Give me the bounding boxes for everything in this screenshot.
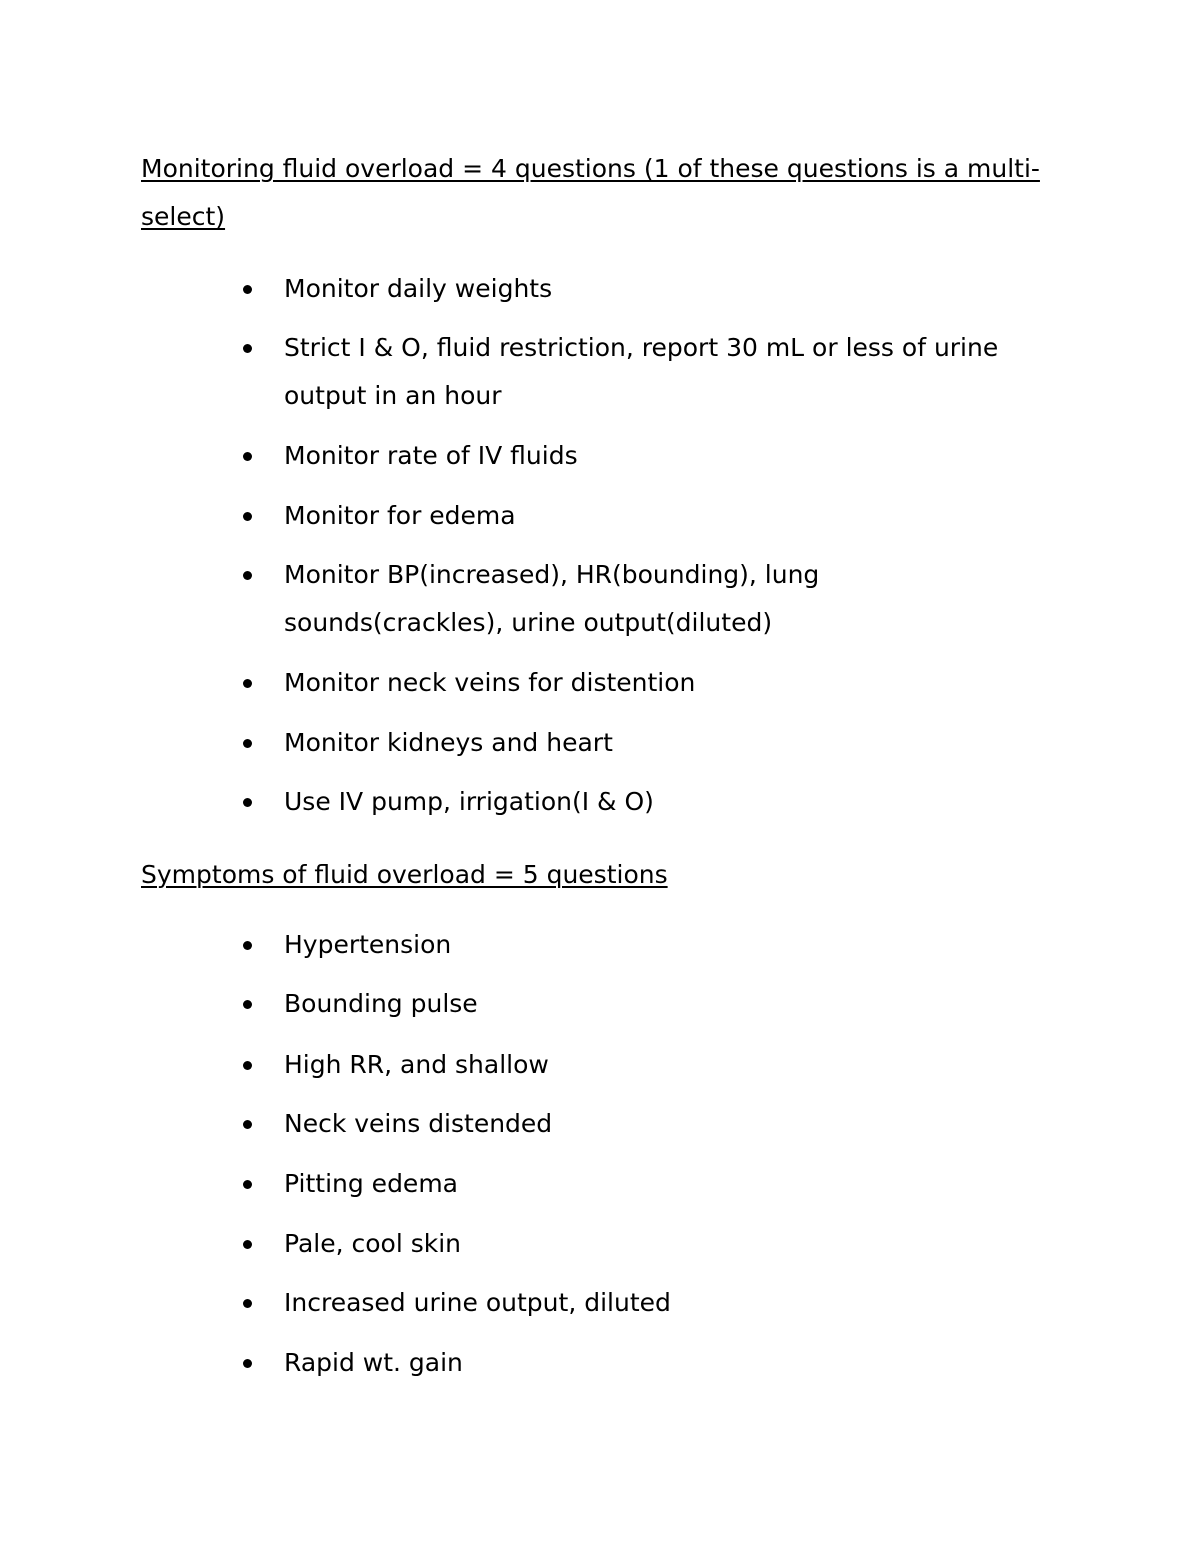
bullet-icon xyxy=(243,798,252,807)
bullet-icon xyxy=(243,1180,252,1189)
bullet-icon xyxy=(243,285,252,294)
list-item-text: Pitting edema xyxy=(284,1169,458,1198)
list-item xyxy=(243,324,1033,420)
bullet-icon xyxy=(243,512,252,521)
bullet-icon xyxy=(243,571,252,580)
list-item xyxy=(243,1041,1033,1089)
bullet-icon xyxy=(243,739,252,748)
list-item xyxy=(243,719,1033,767)
list-item xyxy=(243,778,1033,826)
bullet-icon xyxy=(243,1299,252,1308)
list-item xyxy=(243,921,1033,969)
list-item-text: Monitor kidneys and heart xyxy=(284,728,613,757)
list-item-text: Increased urine output, diluted xyxy=(284,1288,671,1317)
list-item xyxy=(243,265,1033,313)
list-item-text: High RR, and shallow xyxy=(284,1050,549,1079)
list-item-text: Monitor BP(increased), HR(bounding), lung sounds(crackles), urine output(diluted) xyxy=(284,560,820,637)
list-item-text: Hypertension xyxy=(284,930,452,959)
list-item-text: Monitor daily weights xyxy=(284,274,553,303)
list-item xyxy=(243,1279,1033,1327)
list-item xyxy=(243,980,1033,1028)
bullet-icon xyxy=(243,1120,252,1129)
list-item-text: Pale, cool skin xyxy=(284,1229,462,1258)
bullet-icon xyxy=(243,941,252,950)
bullet-icon xyxy=(243,452,252,461)
list-item-text: Bounding pulse xyxy=(284,989,478,1018)
section-heading-symptoms: Symptoms of fluid overload = 5 questions xyxy=(141,860,668,889)
list-item xyxy=(243,1160,1033,1208)
list-item xyxy=(243,659,1033,707)
list-item xyxy=(243,1339,1033,1387)
bullet-icon xyxy=(243,1061,252,1070)
list-item xyxy=(243,432,1033,480)
list-item-text: Monitor rate of IV fluids xyxy=(284,441,578,470)
bullet-icon xyxy=(243,344,252,353)
list-item xyxy=(243,492,1033,540)
section-heading-monitoring: Monitoring fluid overload = 4 questions (1 of these questions is a multi-select) xyxy=(141,154,1040,231)
bullet-icon xyxy=(243,1359,252,1368)
list-item xyxy=(243,1100,1033,1148)
list-item-text: Monitor for edema xyxy=(284,501,516,530)
list-item-text: Monitor neck veins for distention xyxy=(284,668,696,697)
list-item xyxy=(243,551,1033,647)
list-item-text: Rapid wt. gain xyxy=(284,1348,463,1377)
bullet-icon xyxy=(243,1000,252,1009)
list-item-text: Strict I & O, fluid restriction, report 30 mL or less of urine output in an hour xyxy=(284,333,999,410)
bullet-icon xyxy=(243,1240,252,1249)
list-item xyxy=(243,1220,1033,1268)
list-item-text: Neck veins distended xyxy=(284,1109,553,1138)
bullet-icon xyxy=(243,679,252,688)
list-item-text: Use IV pump, irrigation(I & O) xyxy=(284,787,654,816)
